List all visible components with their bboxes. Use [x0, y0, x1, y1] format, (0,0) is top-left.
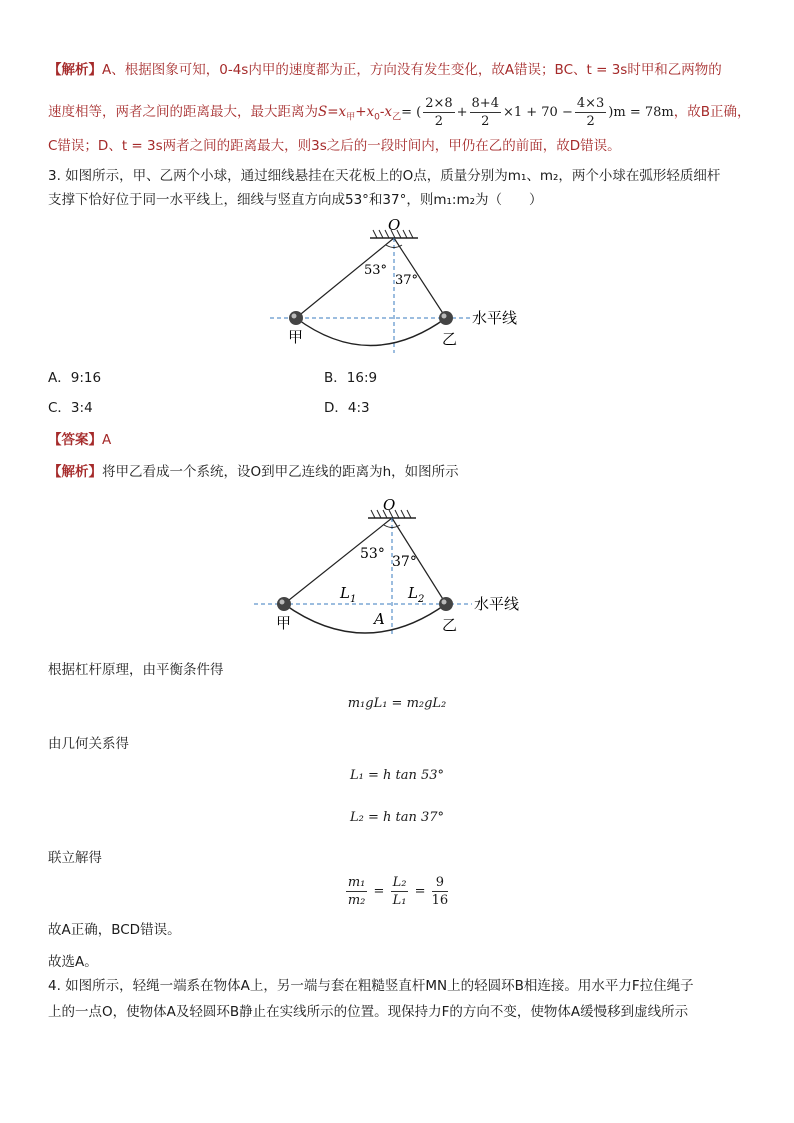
ball-yi-label: 乙 [442, 616, 458, 634]
analysis1-label: 【解析】 [48, 62, 102, 78]
formula-end: )m = 78m [608, 105, 674, 120]
fraction-2 [470, 95, 501, 130]
answer-label: 【答案】 [48, 432, 102, 448]
analysis1-line2-pre: 速度相等，两者之间的距离最大，最大距离为 [48, 104, 318, 120]
fraction-1-num: 2×8 [425, 95, 453, 111]
equation-3: L₂ = h tan 37° [349, 810, 445, 825]
ratio-mid [391, 874, 409, 909]
analysis1-line2-post: ，故B正确， [673, 104, 751, 120]
fraction-2-den: 2 [481, 113, 490, 129]
answer-line [48, 430, 748, 450]
formula-plus: + [456, 105, 468, 120]
formula-lhs: S=x [318, 104, 347, 120]
angle-left-label: 53° [364, 263, 388, 278]
choice-text: 故选A。 [48, 954, 98, 970]
l2-letter: L [408, 584, 418, 602]
formula-minus-x: -x [379, 104, 393, 120]
fraction-3-den: 2 [586, 113, 595, 129]
analysis1-line1-text: A、根据图象可知，0-4s内甲的速度都为正，方向没有发生变化，故A错误；BC、t = 3s时甲和乙两物的 [102, 62, 722, 78]
l1-label [339, 584, 356, 605]
l2-label [407, 584, 424, 605]
formula-sub-0: 0 [374, 112, 380, 123]
question3-line2: 支撑下恰好位于同一水平线上，细线与竖直方向成53°和37°，则m₁:m₂为（ ） [48, 192, 543, 208]
step2-text: 由几何关系得 [48, 736, 129, 752]
option-b: B．16:9 [324, 370, 378, 386]
ball-jia-highlight [280, 600, 285, 605]
fraction-1-den: 2 [434, 113, 444, 129]
ball-yi [439, 597, 453, 611]
ratio-mid-den: L₁ [392, 893, 407, 908]
ball-yi-highlight [442, 314, 447, 319]
l2-subscript: 2 [417, 594, 425, 605]
ball-jia [289, 311, 303, 325]
ball-jia-label: 甲 [276, 614, 292, 632]
ratio-equation [0, 874, 794, 909]
l1-letter: L [340, 584, 350, 602]
ratio-equals-1: = [373, 884, 385, 899]
arc-rod [284, 604, 446, 633]
formula-plus-x0: +x [355, 104, 375, 120]
ratio-equals-2: = [414, 884, 426, 899]
question4-line1: 4. 如图所示，轻绳一端系在物体A上，另一端与套在粗糙竖直杆MN上的轻圆环B相连接。用水平力F拉住绳子 [48, 978, 694, 994]
step1-text: 根据杠杆原理，由平衡条件得 [48, 662, 224, 678]
l1-subscript: 1 [349, 594, 357, 605]
step3-text: 联立解得 [48, 850, 102, 866]
arc-rod [296, 318, 446, 346]
analysis1-line3: C错误；D、t = 3s两者之间的距离最大，则3s之后的一段时间内，甲仍在乙的前面，故D错误。 [48, 138, 621, 154]
pendulum-figure-1 [260, 218, 540, 358]
analysis1-line1 [48, 60, 748, 80]
formula-eq: = ( [401, 105, 422, 120]
answer-value: A [102, 432, 112, 448]
ratio-rhs-den: 16 [431, 893, 449, 908]
analysis2-text: 将甲乙看成一个系统，设O到甲乙连线的距离为h，如图所示 [102, 464, 459, 480]
horizontal-line-label: 水平线 [472, 309, 518, 327]
ball-yi [439, 311, 453, 325]
equation-2: L₁ = h tan 53° [349, 768, 445, 783]
horizontal-line-label: 水平线 [474, 595, 520, 613]
conclusion-text: 故A正确，BCD错误。 [48, 922, 181, 938]
fraction-3 [575, 95, 606, 130]
fraction-3-num: 4×3 [576, 95, 605, 111]
question4-line2: 上的一点O，使物体A及轻圆环B静止在实线所示的位置。现保持力F的方向不变，使物体A缓慢移到虚线所示 [48, 1004, 689, 1020]
ratio-mid-num: L₂ [392, 875, 407, 890]
angle-left-label: 53° [360, 546, 385, 562]
angle-right-label: 37° [392, 554, 417, 570]
equation-1: m₁gL₁ = m₂gL₂ [347, 696, 447, 711]
fraction-2-num: 8+4 [471, 95, 499, 111]
string-left [296, 238, 394, 318]
pendulum-figure-2 [250, 494, 540, 642]
ball-jia-highlight [292, 314, 297, 319]
point-o-label: O [388, 218, 401, 234]
ratio-lhs-num: m₁ [347, 875, 366, 890]
ball-yi-label: 乙 [442, 330, 458, 348]
analysis2-label: 【解析】 [48, 464, 102, 480]
angle-right-label: 37° [395, 273, 419, 288]
ratio-rhs-num: 9 [432, 874, 449, 892]
fraction-1 [423, 95, 454, 130]
ball-jia [277, 597, 291, 611]
ratio-rhs [432, 874, 449, 909]
ratio-lhs [346, 874, 368, 909]
option-a: A．9:16 [48, 370, 102, 386]
formula-sub-jia: 甲 [346, 112, 356, 123]
ball-yi-highlight [442, 600, 447, 605]
option-d: D．4:3 [324, 400, 370, 416]
question3-line1: 3. 如图所示，甲、乙两个小球，通过细线悬挂在天花板上的O点，质量分别为m₁、m₂，两个小球在弧形轻质细杆 [48, 168, 721, 184]
formula-sub-yi: 乙 [392, 112, 402, 123]
option-c: C．3:4 [48, 400, 93, 416]
point-a-label: A [374, 610, 385, 628]
formula-mid-terms: ×1 + 70 − [502, 105, 573, 120]
ratio-lhs-den: m₂ [347, 893, 366, 908]
point-o-label: O [383, 496, 396, 514]
ball-jia-label: 甲 [288, 328, 304, 346]
analysis2-line [48, 462, 748, 482]
analysis1-line2 [48, 92, 751, 138]
